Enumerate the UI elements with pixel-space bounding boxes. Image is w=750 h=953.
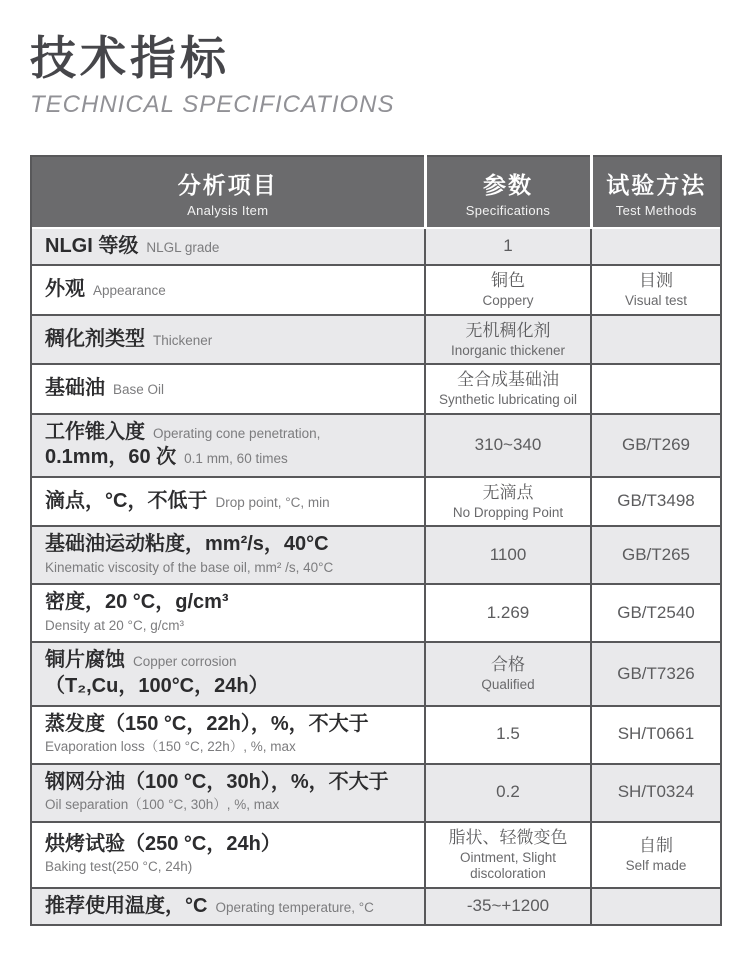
specification-cell bbox=[425, 526, 591, 584]
column-header-specifications bbox=[425, 156, 591, 228]
analysis-item-label-en: Appearance bbox=[93, 283, 166, 299]
specification-value-en: No Dropping Point bbox=[452, 504, 564, 520]
specification-value-en: Ointment, Slight discoloration bbox=[459, 849, 557, 882]
analysis-item-label-zh: 钢网分油（100 °C，30h），%，不大于 bbox=[45, 770, 389, 793]
specification-value: 1 bbox=[503, 236, 513, 256]
analysis-item-label-zh: 烘烤试验（250 °C，24h） bbox=[45, 832, 281, 855]
table-row bbox=[31, 477, 721, 526]
test-method-cell bbox=[591, 822, 721, 888]
column-header-en: Specifications bbox=[465, 202, 551, 218]
analysis-item-cell bbox=[31, 642, 425, 705]
specification-value-en: Synthetic lubricating oil bbox=[438, 392, 578, 408]
table-body bbox=[31, 228, 721, 925]
specification-cell bbox=[425, 584, 591, 642]
table-row bbox=[31, 315, 721, 364]
analysis-item-label-zh: 稠化剂类型 bbox=[45, 327, 145, 350]
specification-value: -35~+1200 bbox=[466, 895, 550, 915]
test-method-value: GB/T265 bbox=[621, 544, 691, 564]
analysis-item-label-zh: 滴点，°C，不低于 bbox=[45, 489, 208, 512]
specification-value: 合格 bbox=[491, 655, 525, 675]
specification-value: 310~340 bbox=[474, 434, 542, 454]
column-header-test-methods bbox=[591, 156, 721, 228]
column-header-analysis-item bbox=[31, 156, 425, 228]
analysis-item-cell bbox=[31, 526, 425, 584]
test-method-value: GB/T7326 bbox=[617, 663, 695, 683]
analysis-item-label-zh: 0.1mm，60 次 bbox=[45, 446, 177, 469]
specification-value-en: Inorganic thickener bbox=[450, 342, 566, 358]
specification-cell bbox=[425, 315, 591, 364]
specification-value: 1.5 bbox=[496, 724, 520, 744]
specification-value: 全合成基础油 bbox=[457, 370, 559, 390]
specification-cell bbox=[425, 706, 591, 764]
column-header-en: Analysis Item bbox=[187, 202, 269, 218]
column-header-en: Test Methods bbox=[615, 202, 697, 218]
analysis-item-label-zh: NLGI 等级 bbox=[45, 234, 139, 257]
table-row bbox=[31, 526, 721, 584]
specification-value: 无滴点 bbox=[482, 482, 534, 502]
table-row bbox=[31, 888, 721, 926]
specification-value: 无机稠化剂 bbox=[465, 320, 551, 340]
analysis-item-cell bbox=[31, 315, 425, 364]
analysis-item-label-zh: 推荐使用温度，°C bbox=[45, 894, 208, 917]
analysis-item-label-zh: 蒸发度（150 °C，22h），%，不大于 bbox=[45, 712, 369, 735]
test-method-value: 目测 bbox=[639, 271, 673, 291]
specification-cell bbox=[425, 228, 591, 266]
table-row bbox=[31, 584, 721, 642]
test-method-cell bbox=[591, 888, 721, 926]
page-title: 技术指标 bbox=[30, 32, 230, 84]
analysis-item-cell bbox=[31, 364, 425, 413]
analysis-item-label-en: Oil separation（100 °C, 30h）, %, max bbox=[45, 797, 280, 813]
test-method-value: SH/T0661 bbox=[617, 724, 695, 744]
table-row bbox=[31, 228, 721, 266]
analysis-item-label-en: Operating temperature, °C bbox=[215, 899, 374, 915]
table-row bbox=[31, 414, 721, 477]
analysis-item-label-en: Thickener bbox=[153, 332, 213, 348]
analysis-item-cell bbox=[31, 822, 425, 888]
column-header-zh: 分析项目 bbox=[177, 171, 278, 198]
table-row bbox=[31, 764, 721, 822]
analysis-item-label-en: 0.1 mm, 60 times bbox=[184, 451, 288, 467]
table-row bbox=[31, 265, 721, 314]
specification-cell bbox=[425, 265, 591, 314]
test-method-cell bbox=[591, 706, 721, 764]
analysis-item-label-zh: 铜片腐蚀 bbox=[45, 649, 125, 672]
specification-cell bbox=[425, 888, 591, 926]
analysis-item-cell bbox=[31, 228, 425, 266]
specification-cell bbox=[425, 642, 591, 705]
page-subtitle: TECHNICAL SPECIFICATIONS bbox=[30, 90, 395, 118]
analysis-item-cell bbox=[31, 477, 425, 526]
test-method-cell bbox=[591, 642, 721, 705]
specification-value-en: Coppery bbox=[482, 293, 534, 309]
analysis-item-cell bbox=[31, 584, 425, 642]
specification-cell bbox=[425, 477, 591, 526]
specifications-table bbox=[30, 155, 722, 926]
test-method-value: GB/T2540 bbox=[617, 602, 695, 622]
analysis-item-cell bbox=[31, 265, 425, 314]
table-row bbox=[31, 706, 721, 764]
analysis-item-label-zh: 基础油 bbox=[45, 377, 105, 400]
analysis-item-label-en: Copper corrosion bbox=[133, 654, 237, 670]
analysis-item-label-zh: 外观 bbox=[45, 278, 85, 301]
specification-value: 铜色 bbox=[491, 271, 525, 291]
test-method-value: SH/T0324 bbox=[617, 782, 695, 802]
analysis-item-label-en: Base Oil bbox=[113, 382, 165, 398]
test-method-cell bbox=[591, 364, 721, 413]
specification-value: 1.269 bbox=[486, 602, 530, 622]
test-method-cell bbox=[591, 584, 721, 642]
analysis-item-cell bbox=[31, 888, 425, 926]
analysis-item-cell bbox=[31, 764, 425, 822]
specification-cell bbox=[425, 364, 591, 413]
analysis-item-label-en: Baking test(250 °C, 24h) bbox=[45, 859, 193, 875]
test-method-value: GB/T3498 bbox=[617, 491, 695, 511]
test-method-cell bbox=[591, 526, 721, 584]
specification-value: 0.2 bbox=[496, 782, 520, 802]
analysis-item-cell bbox=[31, 706, 425, 764]
analysis-item-label-en: Evaporation loss（150 °C, 22h）, %, max bbox=[45, 739, 296, 755]
analysis-item-label-zh: 基础油运动粘度，mm²/s，40°C bbox=[45, 533, 329, 556]
test-method-cell bbox=[591, 414, 721, 477]
analysis-item-label-en: Density at 20 °C, g/cm³ bbox=[45, 617, 184, 633]
specification-cell bbox=[425, 414, 591, 477]
analysis-item-label-zh: 工作锥入度 bbox=[45, 420, 145, 443]
specification-value-en: Qualified bbox=[481, 677, 535, 693]
test-method-cell bbox=[591, 265, 721, 314]
analysis-item-label-en: Operating cone penetration, bbox=[153, 425, 321, 441]
specification-value: 1100 bbox=[489, 544, 527, 564]
test-method-cell bbox=[591, 315, 721, 364]
test-method-value-en: Self made bbox=[625, 857, 687, 873]
table-row bbox=[31, 364, 721, 413]
analysis-item-label-en: Kinematic viscosity of the base oil, mm² /s, 40°C bbox=[45, 559, 334, 575]
test-method-cell bbox=[591, 764, 721, 822]
analysis-item-label-zh: 密度，20 °C，g/cm³ bbox=[45, 591, 229, 614]
specification-value: 脂状、轻微变色 bbox=[448, 827, 568, 847]
table-header bbox=[31, 156, 721, 228]
analysis-item-label-zh: （T₂,Cu，100°C，24h） bbox=[45, 675, 269, 698]
column-header-zh: 试验方法 bbox=[606, 171, 707, 198]
specification-cell bbox=[425, 822, 591, 888]
test-method-value: 自制 bbox=[639, 835, 673, 855]
analysis-item-label-en: Drop point, °C, min bbox=[215, 494, 330, 510]
test-method-cell bbox=[591, 477, 721, 526]
column-header-zh: 参数 bbox=[483, 171, 533, 198]
test-method-cell bbox=[591, 228, 721, 266]
analysis-item-label-en: NLGL grade bbox=[146, 239, 220, 255]
specification-cell bbox=[425, 764, 591, 822]
analysis-item-cell bbox=[31, 414, 425, 477]
table-row bbox=[31, 822, 721, 888]
test-method-value-en: Visual test bbox=[624, 293, 688, 309]
table-row bbox=[31, 642, 721, 705]
test-method-value: GB/T269 bbox=[621, 434, 691, 454]
